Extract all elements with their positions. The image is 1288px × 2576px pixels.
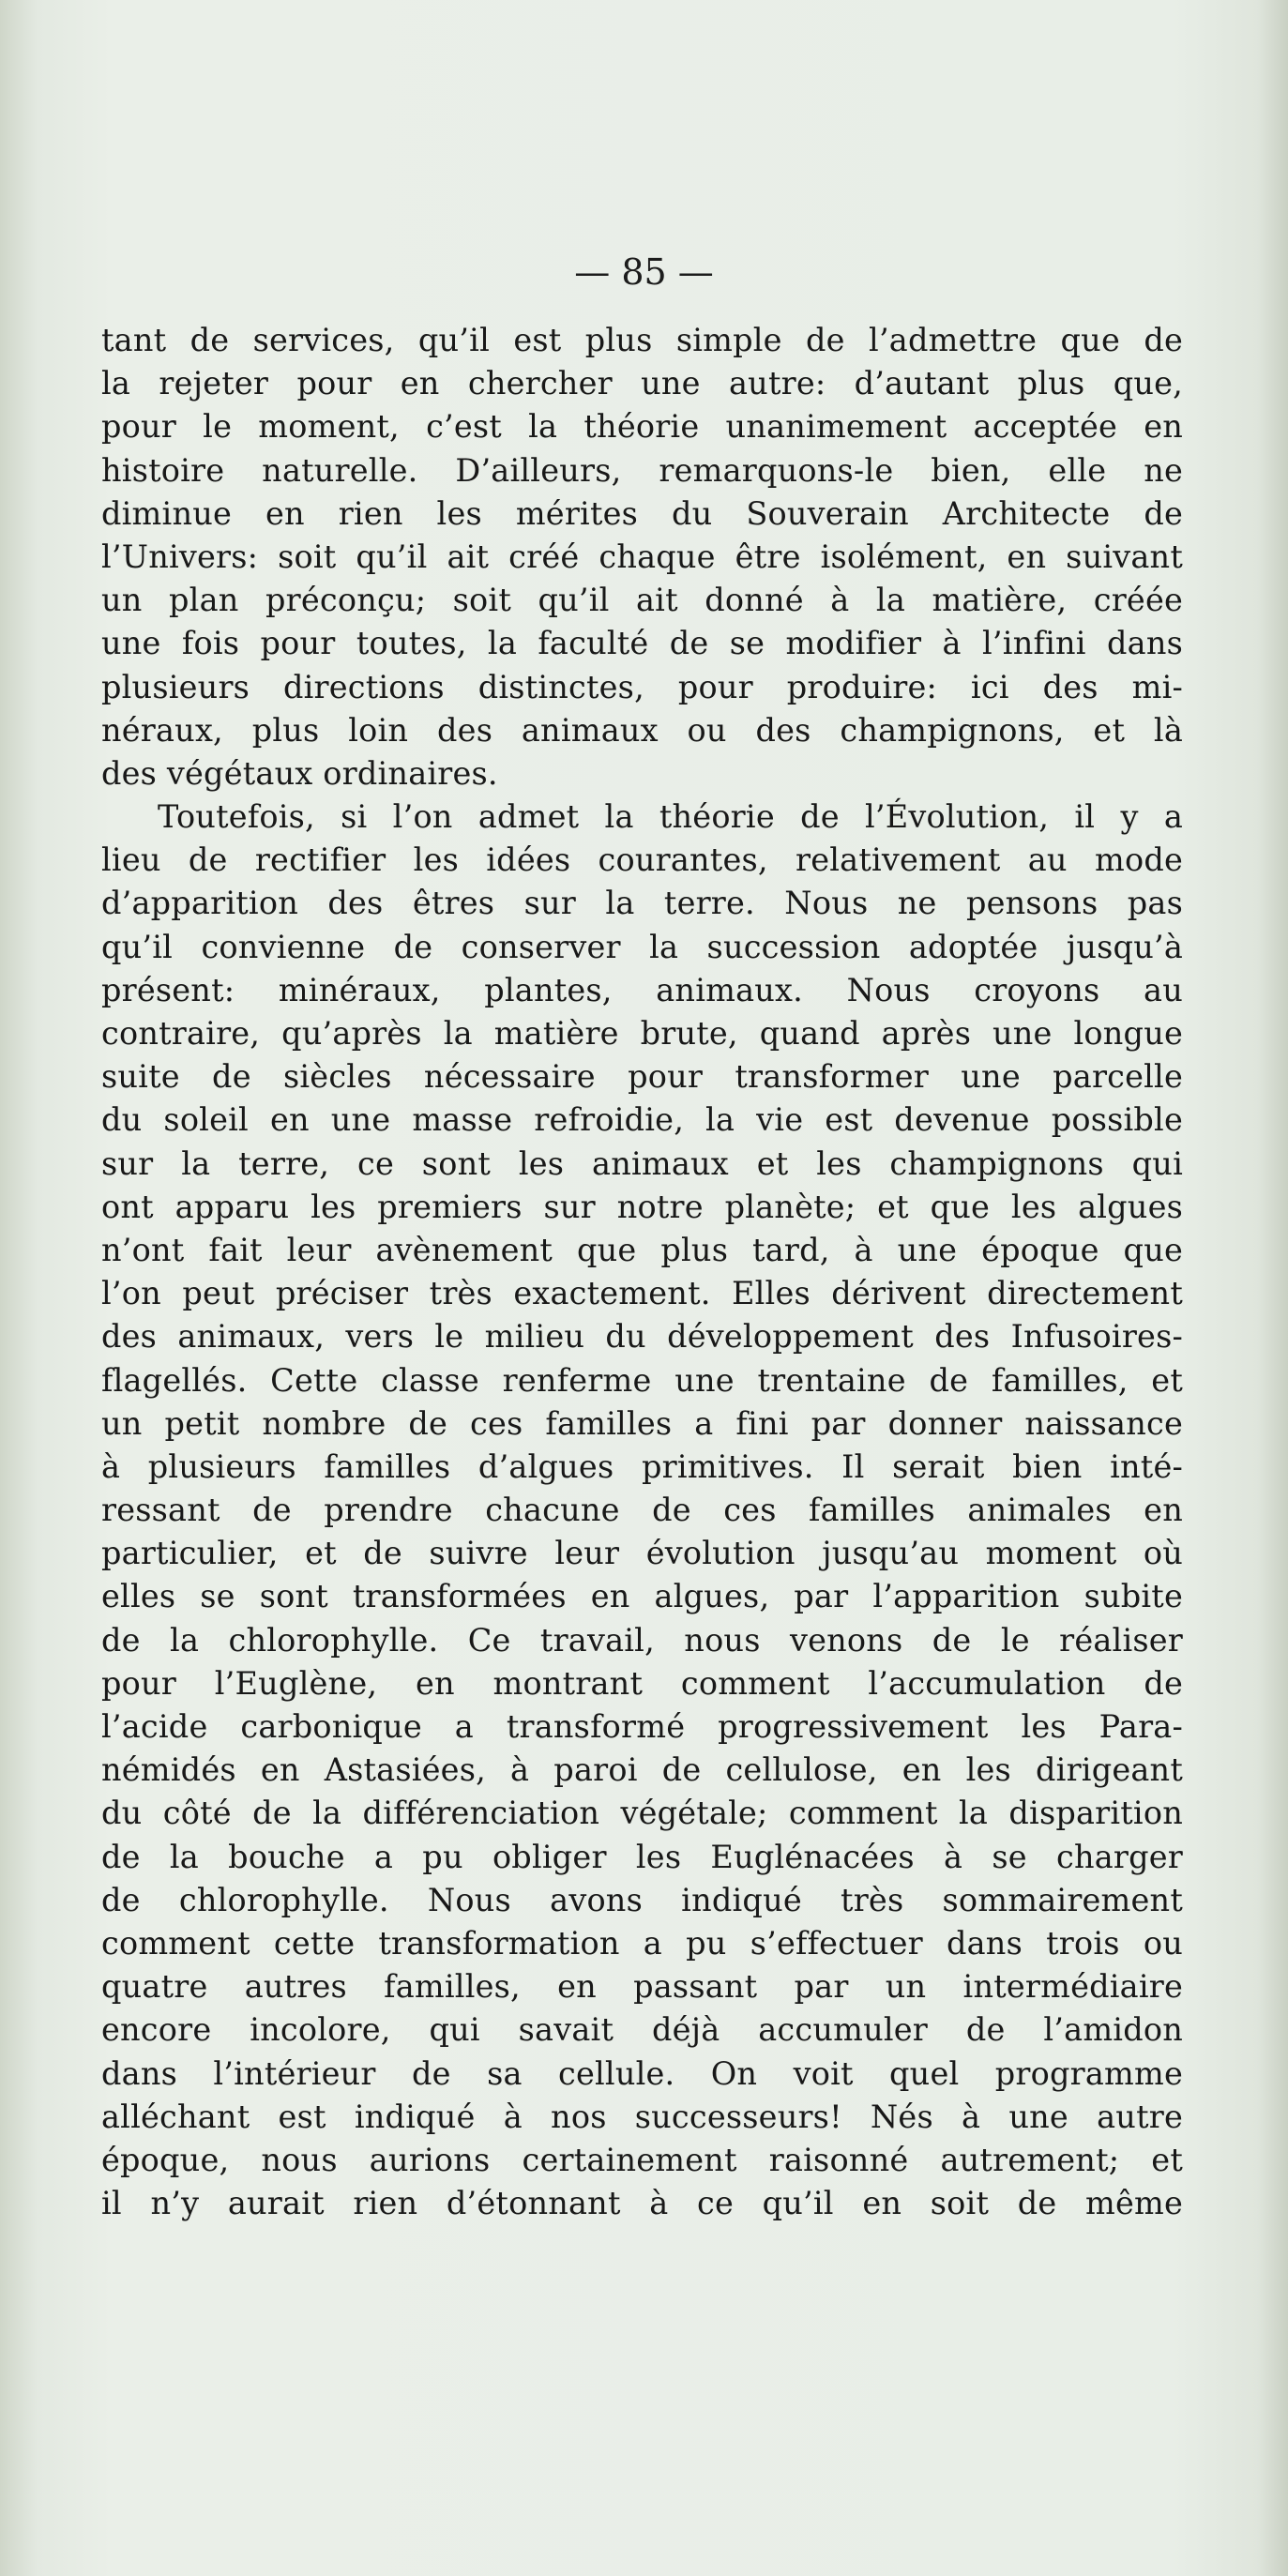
text-line: suite de siècles nécessaire pour transformer une parcelle bbox=[101, 1058, 1183, 1096]
text-line: à plusieurs familles d’algues primitives. Il serait bien inté- bbox=[101, 1447, 1183, 1485]
text-line: qu’il convienne de conserver la succession adoptée jusqu’à bbox=[101, 928, 1183, 965]
text-line: une fois pour toutes, la faculté de se modifier à l’infini dans bbox=[101, 625, 1183, 662]
text-line: ont apparu les premiers sur notre planète; et que les algues bbox=[101, 1188, 1183, 1225]
text-line: tant de services, qu’il est plus simple de l’admettre que de bbox=[101, 322, 1183, 358]
text-line: présent: minéraux, plantes, animaux. Nous croyons au bbox=[101, 971, 1183, 1008]
text-line: plusieurs directions distinctes, pour produire: ici des mi- bbox=[101, 668, 1183, 705]
text-line: flagellés. Cette classe renferme une trentaine de familles, et bbox=[101, 1361, 1183, 1399]
text-line: de chlorophylle. Nous avons indiqué très sommairement bbox=[101, 1881, 1183, 1918]
text-line: du soleil en une masse refroidie, la vie est devenue possible bbox=[101, 1101, 1183, 1139]
text-line: diminue en rien les mérites du Souverain Architecte de bbox=[101, 494, 1183, 532]
text-line: lieu de rectifier les idées courantes, relativement au mode bbox=[101, 841, 1183, 879]
text-line: némidés en Astasiées, à paroi de cellulose, en les dirigeant bbox=[101, 1751, 1183, 1789]
text-line: du côté de la différenciation végétale; comment la disparition bbox=[101, 1795, 1183, 1832]
text-line: elles se sont transformées en algues, par l’apparition subite bbox=[101, 1578, 1183, 1615]
text-line: de la chlorophylle. Ce travail, nous venons de le réaliser bbox=[101, 1621, 1183, 1659]
text-line: encore incolore, qui savait déjà accumuler de l’amidon bbox=[101, 2011, 1183, 2049]
text-line: ressant de prendre chacune de ces familles animales en bbox=[101, 1492, 1183, 1529]
text-line: alléchant est indiqué à nos successeurs! Nés à une autre bbox=[101, 2098, 1183, 2135]
text-line: époque, nous aurions certainement raisonné autrement; et bbox=[101, 2141, 1183, 2178]
text-line: la rejeter pour en chercher une autre: d’autant plus que, bbox=[101, 365, 1183, 402]
text-line: il n’y aurait rien d’étonnant à ce qu’il en soit de même bbox=[101, 2185, 1183, 2222]
text-line: d’apparition des êtres sur la terre. Nous ne pensons pas bbox=[101, 885, 1183, 922]
text-line: un plan préconçu; soit qu’il ait donné à la matière, créée bbox=[101, 582, 1183, 619]
text-line: comment cette transformation a pu s’effectuer dans trois ou bbox=[101, 1924, 1183, 1962]
text-line: sur la terre, ce sont les animaux et les champignons qui bbox=[101, 1144, 1183, 1182]
text-line: quatre autres familles, en passant par un intermédiaire bbox=[101, 1968, 1183, 2006]
text-line: l’on peut préciser très exactement. Elles dérivent directement bbox=[101, 1275, 1183, 1312]
text-line: des animaux, vers le milieu du développement des Infusoires- bbox=[101, 1318, 1183, 1356]
text-line: de la bouche a pu obliger les Euglénacées à se charger bbox=[101, 1838, 1183, 1875]
text-line: l’Univers: soit qu’il ait créé chaque être isolément, en suivant bbox=[101, 538, 1183, 575]
text-line: particulier, et de suivre leur évolution jusqu’au moment où bbox=[101, 1535, 1183, 1572]
page-number: — 85 — bbox=[574, 251, 714, 293]
text-line: n’ont fait leur avènement que plus tard, à une époque que bbox=[101, 1231, 1183, 1268]
text-line: dans l’intérieur de sa cellule. On voit quel programme bbox=[101, 2054, 1183, 2092]
text-line: néraux, plus loin des animaux ou des champignons, et là bbox=[101, 711, 1183, 749]
text-line: histoire naturelle. D’ailleurs, remarquons-le bien, elle ne bbox=[101, 451, 1183, 489]
text-line: pour l’Euglène, en montrant comment l’accumulation de bbox=[101, 1664, 1183, 1702]
text-line: contraire, qu’après la matière brute, quand après une longue bbox=[101, 1015, 1183, 1052]
text-line: pour le moment, c’est la théorie unanimement acceptée en bbox=[101, 408, 1183, 446]
text-line: des végétaux ordinaires. bbox=[101, 754, 498, 792]
paragraph-start-line: Toutefois, si l’on admet la théorie de l’Évolution, il y a bbox=[158, 798, 1183, 836]
body-text bbox=[101, 319, 1183, 2225]
text-line: l’acide carbonique a transformé progressivement les Para- bbox=[101, 1708, 1183, 1745]
text-line: un petit nombre de ces familles a fini par donner naissance bbox=[101, 1404, 1183, 1442]
